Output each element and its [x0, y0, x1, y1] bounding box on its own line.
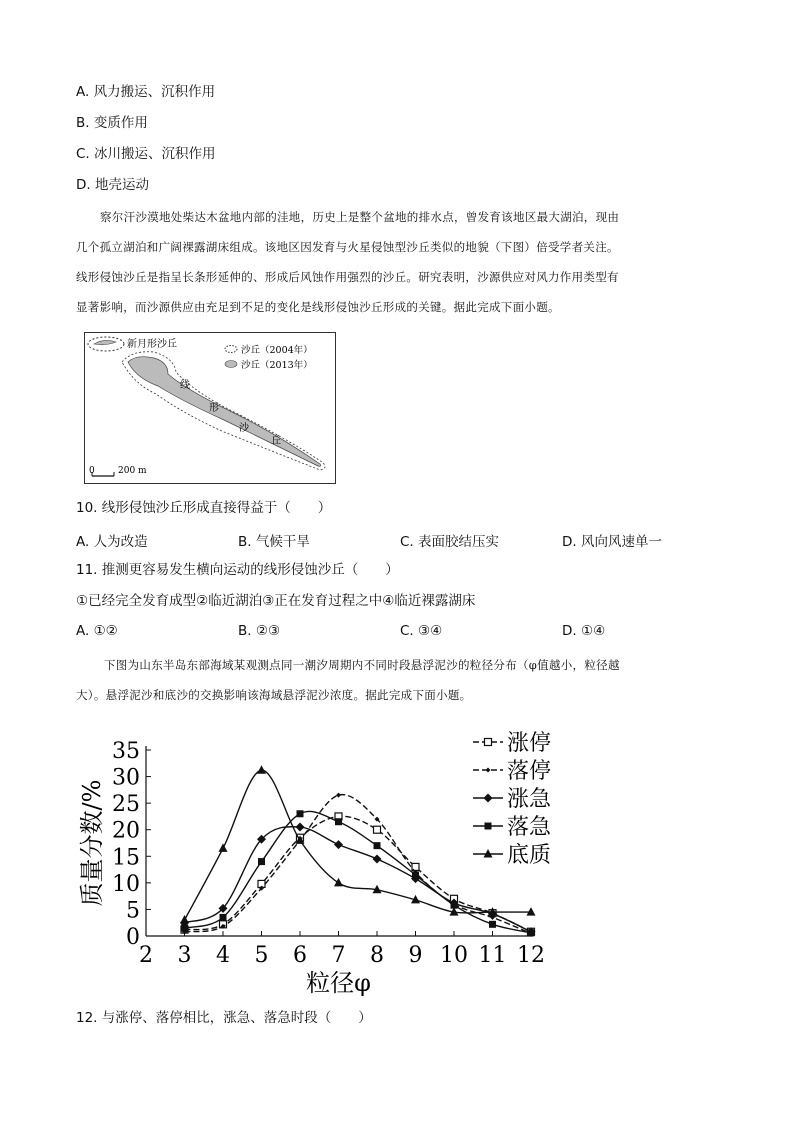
q11-option-a: A. ①②	[76, 623, 118, 639]
legend-2004-label: 沙丘（2004年）	[241, 345, 313, 356]
passage1-line-3: 线形侵蚀沙丘是指呈长条形延伸的、形成后风蚀作用强烈的沙丘。研究表明，沙源供应对风力作用类型有	[76, 270, 619, 284]
series-1-line	[185, 816, 532, 931]
passage2-line-2: 大）。悬浮泥沙和底沙的交换影响该海域悬浮泥沙浓度。据此完成下面小题。	[76, 688, 472, 702]
series-5-line	[185, 770, 532, 920]
passage1-line-1: 察尔汗沙漠地处柴达木盆地内部的洼地，历史上是整个盆地的排水点，曾发育该地区最大湖泊，现由	[100, 210, 620, 224]
series-1-point	[374, 826, 381, 833]
q10-option-a: A. 人为改造	[76, 534, 148, 550]
series-1-legend-marker	[485, 739, 492, 746]
series-3-point	[373, 854, 382, 863]
crescent-dune-label: 新月形沙丘	[127, 339, 177, 350]
y-axis-label: 质量分数/%	[78, 779, 106, 907]
y-tick-label: 25	[112, 792, 140, 818]
series-4-point	[335, 818, 342, 825]
passage2-line-1: 下图为山东半岛东部海域某观测点同一潮汐周期内不同时段悬浮泥沙的粒径分布（φ值越小，粒径越	[104, 658, 620, 672]
passage1-line-2: 几个孤立湖泊和广阔裸露湖床组成。该地区因发育与火星侵蚀型沙丘类似的地貌（下图）倍受学者关注。	[76, 240, 619, 254]
x-tick-label: 7	[331, 943, 346, 968]
y-tick-label: 35	[112, 739, 140, 764]
series-4-point	[258, 858, 265, 865]
series-3-legend-marker	[484, 794, 493, 803]
x-tick-label: 9	[408, 943, 423, 968]
x-axis-label: 粒径φ	[306, 969, 371, 997]
passage1-line-4: 显著影响，而沙源供应由充足到不足的变化是线形侵蚀沙丘形成的关键。据此完成下面小题。	[76, 300, 560, 314]
series-4-point	[181, 925, 188, 932]
linear-dune-char-2: 形	[209, 403, 219, 414]
legend-2013-symbol	[225, 361, 237, 368]
q9-option-c: C. 冰川搬运、沉积作用	[76, 146, 216, 162]
x-tick-label: 4	[216, 943, 230, 968]
series-2-legend-marker	[486, 768, 491, 773]
q11-option-b: B. ②③	[238, 623, 281, 639]
series-3-point	[296, 823, 305, 832]
series-2-point	[336, 793, 341, 798]
y-tick-label: 20	[112, 818, 140, 844]
linear-dune-char-4: 丘	[271, 436, 281, 447]
series-4-point	[374, 842, 381, 849]
series-1-legend-label: 涨停	[507, 731, 552, 756]
x-tick-label: 6	[293, 943, 307, 968]
q10-option-b: B. 气候干旱	[238, 534, 310, 550]
y-tick-label: 10	[112, 871, 140, 897]
q10-stem: 10. 线形侵蚀沙丘形成直接得益于（ ）	[76, 500, 332, 516]
grain-size-chart	[76, 728, 576, 1000]
series-4-point	[297, 810, 304, 817]
legend-2013-label: 沙丘（2013年）	[241, 360, 313, 371]
linear-dune-char-1: 线	[180, 380, 190, 391]
q9-option-a: A. 风力搬运、沉积作用	[76, 84, 216, 100]
linear-dune-char-3: 沙	[239, 423, 249, 434]
x-tick-label: 12	[517, 943, 545, 968]
q11-statements: ①已经完全发育成型②临近湖泊③正在发育过程之中④临近裸露湖床	[76, 593, 476, 609]
y-tick-label: 5	[126, 898, 140, 924]
series-5-point	[527, 907, 536, 916]
y-tick-label: 0	[126, 925, 140, 950]
x-tick-label: 2	[139, 943, 153, 968]
series-4-legend-label: 落急	[507, 815, 552, 840]
series-2-legend-label: 落停	[507, 759, 552, 784]
series-4-point	[528, 929, 535, 936]
series-5-legend-label: 底质	[507, 843, 552, 868]
q10-option-c: C. 表面胶结压实	[400, 534, 500, 550]
series-4-point	[412, 871, 419, 878]
q11-option-c: C. ③④	[400, 623, 443, 639]
q10-option-d: D. 风向风速单一	[562, 534, 662, 550]
x-tick-label: 10	[440, 943, 468, 968]
series-5-point	[334, 878, 343, 887]
q9-option-d: D. 地壳运动	[76, 177, 149, 193]
series-5-point	[257, 765, 266, 774]
q12-stem: 12. 与涨停、落停相比，涨急、落急时段（ ）	[76, 1010, 372, 1026]
series-5-point	[219, 843, 228, 852]
series-4-line	[185, 811, 532, 932]
series-3-point	[334, 840, 343, 849]
x-tick-label: 5	[254, 943, 269, 968]
q11-option-d: D. ①④	[562, 623, 606, 639]
scale-label: 200 m	[118, 466, 147, 476]
x-tick-label: 11	[478, 943, 507, 968]
q11-stem: 11. 推测更容易发生横向运动的线形侵蚀沙丘（ ）	[76, 562, 399, 578]
q9-option-b: B. 变质作用	[76, 115, 148, 131]
scale-zero: 0	[89, 466, 95, 476]
series-3-legend-label: 涨急	[507, 787, 552, 812]
dune-map	[84, 332, 336, 484]
series-4-point	[220, 914, 227, 921]
x-tick-label: 3	[177, 943, 192, 968]
series-4-legend-marker	[485, 823, 492, 830]
series-4-point	[489, 921, 496, 928]
series-5-point	[180, 915, 189, 924]
x-tick-label: 8	[370, 943, 384, 968]
y-tick-label: 15	[112, 845, 140, 871]
y-tick-label: 30	[112, 765, 140, 791]
